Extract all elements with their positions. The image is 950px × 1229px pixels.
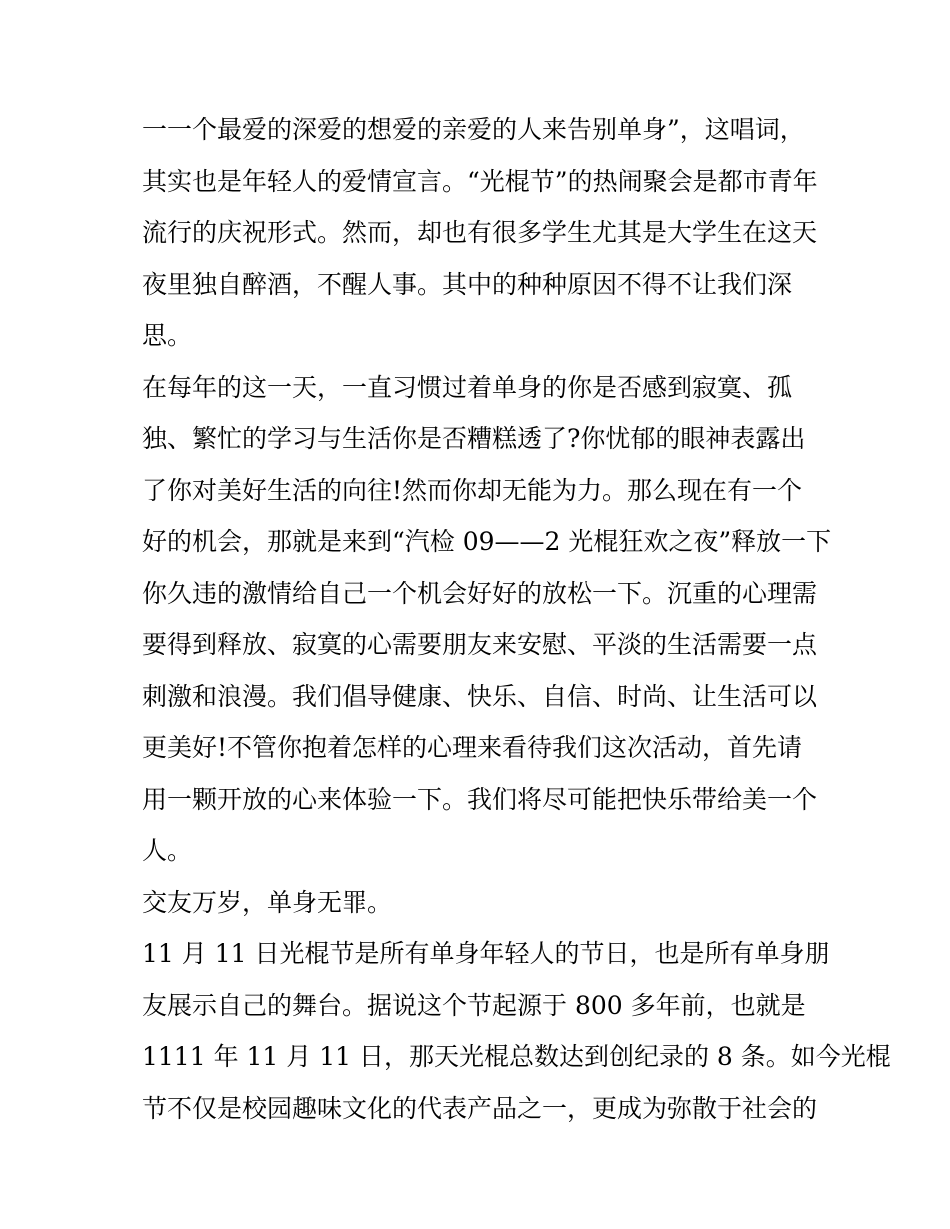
body-text bbox=[142, 104, 891, 1134]
text-line: 独、繁忙的学习与生活你是否糟糕透了?你忧郁的眼神表露出 bbox=[142, 424, 806, 453]
text-line: 11 月 11 日光棍节是所有单身年轻人的节日，也是所有单身朋 bbox=[142, 939, 830, 968]
text-line: 要得到释放、寂寞的心需要朋友来安慰、平淡的生活需要一点 bbox=[142, 630, 818, 659]
text-line: 夜里独自醉酒，不醒人事。其中的种种原因不得不让我们深 bbox=[142, 269, 793, 299]
text-line: 思。 bbox=[142, 321, 193, 350]
text-line: 用一颗开放的心来体验一下。我们将尽可能把快乐带给美一个 bbox=[142, 784, 818, 814]
text-line: 其实也是年轻人的爱情宣言。“光棍节”的热闹聚会是都市青年 bbox=[142, 166, 818, 196]
text-line: 节不仅是校园趣味文化的代表产品之一，更成为弥散于社会的 bbox=[142, 1093, 818, 1123]
text-line: 好的机会，那就是来到“汽检 09——2 光棍狂欢之夜”释放一下 bbox=[142, 527, 832, 556]
text-line: 1111 年 11 月 11 日，那天光棍总数达到创纪录的 8 条。如今光棍 bbox=[142, 1042, 891, 1071]
text-line: 更美好!不管你抱着怎样的心理来看待我们这次活动，首先请 bbox=[142, 733, 803, 762]
text-line: 了你对美好生活的向往!然而你却无能为力。那么现在有一个 bbox=[142, 475, 803, 505]
text-line: 友展示自己的舞台。据说这个节起源于 800 多年前，也就是 bbox=[142, 990, 806, 1020]
text-line: 你久违的激情给自己一个机会好好的放松一下。沉重的心理需 bbox=[142, 578, 818, 608]
text-line: 流行的庆祝形式。然而，却也有很多学生尤其是大学生在这天 bbox=[142, 218, 818, 247]
text-line: 在每年的这一天，一直习惯过着单身的你是否感到寂寞、孤 bbox=[142, 372, 793, 402]
text-line: 一一个最爱的深爱的想爱的亲爱的人来告别单身”，这唱词， bbox=[142, 115, 805, 144]
text-line: 人。 bbox=[142, 836, 193, 865]
text-line: 刺激和浪漫。我们倡导健康、快乐、自信、时尚、让生活可以 bbox=[142, 681, 818, 711]
text-line: 交友万岁，单身无罪。 bbox=[142, 887, 393, 917]
